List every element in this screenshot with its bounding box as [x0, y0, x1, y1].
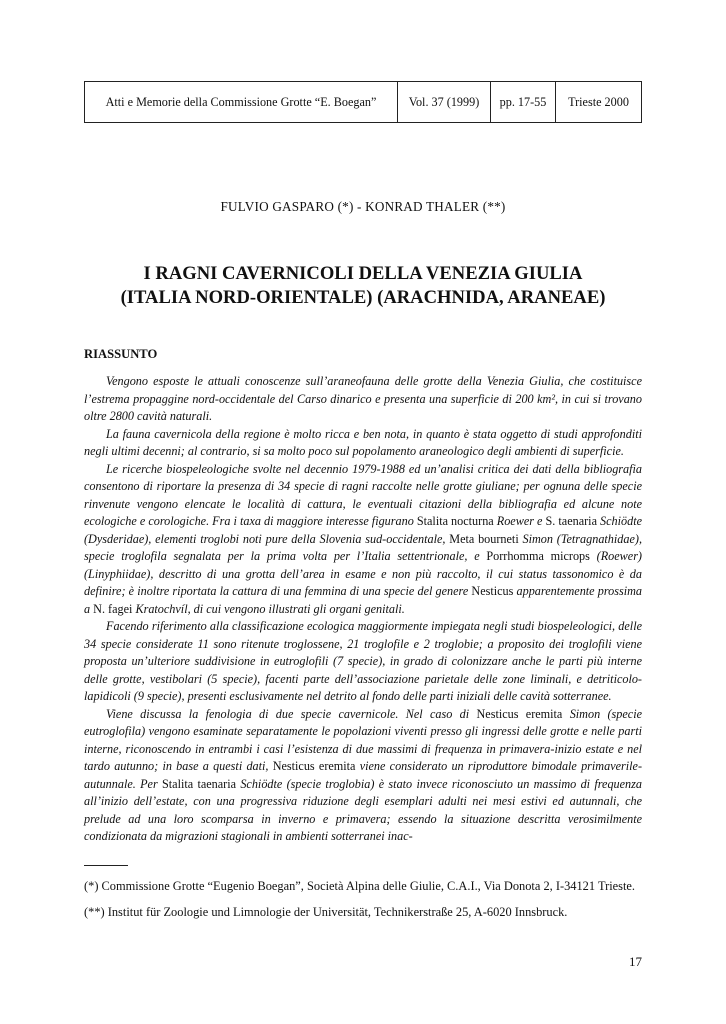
abstract-text-run: Kratochvíl, di cui vengono illustrati gli organi genitali.	[132, 601, 405, 616]
place-year: Trieste 2000	[568, 94, 629, 109]
abstract-text-run: Simon (Tetragnathidae), specie troglofila segnalata per la prima volta per l’Italia settentrionale, e	[84, 531, 642, 563]
abstract-text-run: Schiödte (specie troglobia) è stato invece riconosciuto un massimo di frequenza all’inizio dell’estate, con una progressiva riduzione degli esemplari adulti nei mesi estivi ed autunnali, che prelude ad una loro scomparsa in inverno e primavera; essendo la situazione descritta verosimilmente condizionata da migrazioni stagionali in ambienti sotterranei inac-	[84, 776, 642, 843]
abstract	[84, 373, 642, 846]
footnote-1: (*) Commissione Grotte “Eugenio Boegan”, Società Alpina delle Giulie, C.A.I., Via Donota 2, I-34121 Trieste.	[84, 879, 636, 893]
journal-name: Atti e Memorie della Commissione Grotte “E. Boegan”	[85, 82, 398, 122]
abstract-paragraph-1: Vengono esposte le attuali conoscenze sull’araneofauna delle grotte della Venezia Giulia, che costituisce l’estrema propaggine nord-occidentale del Carso dinarico e presenta una superficie di 200 km², in cui si trovano oltre 2800 cavità naturali.	[84, 374, 642, 423]
abstract-text-run: Simon (specie eutroglofila) vengono esaminate separatamente le popolazioni viventi presso gli ingressi delle grotte e nelle parti interne, riconoscendo in entrambi i casi l’esistenza di due massimi di frequenza in primavera-inizio estate e nel tardo autunno; in base a questi dati,	[84, 706, 643, 773]
taxon-name: Nesticus eremita	[272, 759, 356, 773]
abstract-text-run: Roewer e	[493, 514, 546, 528]
volume: Vol. 37 (1999)	[398, 82, 491, 122]
abstract-paragraph-3	[84, 461, 642, 619]
taxon-name: Porrhomma microps	[486, 549, 590, 563]
page-number: 17	[629, 954, 642, 969]
abstract-text-run: (Roewer) (Linyphiidae), descritto di una grotta dell’area in esame e non più raccolto, il cui status tassonomico è da definire; è inoltre riportata la cattura di una femmina di una specie del genere	[84, 549, 642, 598]
taxon-name: N. fagei	[93, 601, 133, 616]
footnote-divider	[84, 865, 128, 866]
abstract-text-run: apparentemente prossima a	[84, 584, 642, 616]
taxon-name: Nesticus	[471, 584, 514, 598]
title-line-1: I RAGNI CAVERNICOLI DELLA VENEZIA GIULIA	[143, 263, 583, 284]
footnotes	[84, 878, 642, 930]
taxon-name: Stalita nocturna	[416, 514, 494, 528]
section-heading: RIASSUNTO	[84, 347, 158, 361]
taxon-name: Nesticus eremita	[476, 706, 563, 721]
taxon-name: Stalita taenaria	[162, 776, 237, 791]
taxon-name: S. taenaria	[545, 514, 597, 528]
abstract-text-run: viene considerato un riproduttore bimodale primaverile-autunnale. Per	[84, 759, 643, 791]
abstract-text-run: Viene discussa la fenologia di due specie cavernicole. Nel caso di	[106, 706, 477, 721]
footnote-2: (**) Institut für Zoologie und Limnologie der Universität, Technikerstraße 25, A-6020 Innsbruck.	[84, 905, 568, 919]
abstract-paragraph-5	[84, 706, 642, 846]
abstract-paragraph-4: Facendo riferimento alla classificazione ecologica maggiormente impiegata negli studi biospeleologici, delle 34 specie considerate 11 sono ritenute troglossene, 21 troglofile e 2 troglobie; a proposito dei troglofili viene proposta un’ulteriore suddivisione in eutroglofili (7 specie), in grado di colonizzare anche le parti più interne delle grotte, vestibolari (5 specie), facenti parte dell’associazione parietale delle zone liminali, e detriticolo-lapidicoli (9 specie), presenti esclusivamente nel detrito al fondo delle parti iniziali delle cavità sotterranee.	[84, 619, 642, 703]
taxon-name: Meta bourneti	[449, 531, 519, 546]
title-line-2: (ITALIA NORD-ORIENTALE) (ARACHNIDA, ARANEAE)	[120, 287, 606, 308]
abstract-paragraph-2: La fauna cavernicola della regione è molto ricca e ben nota, in quanto è stata oggetto di studi approfonditi negli ultimi decenni; al contrario, si sa molto poco sul popolamento araneologico degli ambienti di superficie.	[84, 426, 642, 458]
page-range: pp. 17-55	[491, 82, 556, 122]
journal-header-table	[84, 81, 642, 123]
abstract-text-run: Schiödte (Dysderidae), elementi troglobi noti pure della Slovenia sud-occidentale,	[84, 514, 643, 546]
authors: FULVIO GASPARO (*) - KONRAD THALER (**)	[220, 199, 506, 214]
paper-title	[84, 262, 642, 310]
abstract-text-run: Le ricerche biospeleologiche svolte nel decennio 1979-1988 ed un’analisi critica dei dati della bibliografia consentono di riportare la presenza di 34 specie di ragni raccolte nelle grotte giuliane; per ognuna delle specie rinvenute vengono elencate le località di cattura, le eventuali citazioni della bibliografia ed alcune note ecologiche e corologiche. Fra i taxa di maggiore interesse figurano	[84, 461, 642, 528]
